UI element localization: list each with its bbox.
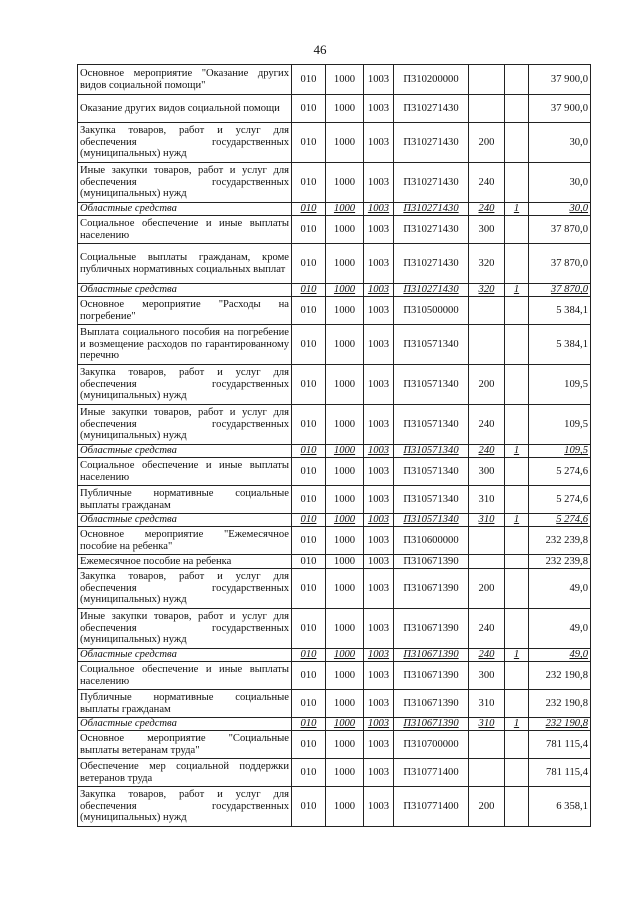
row-name: Социальное обеспечение и иные выплаты населению xyxy=(78,216,292,244)
row-name: Закупка товаров, работ и услуг для обеспечения государственных (муниципальных) нужд xyxy=(78,569,292,609)
row-subsection: 1003 xyxy=(364,731,394,759)
row-target-article: П310271430 xyxy=(394,244,469,284)
table-row xyxy=(78,514,591,527)
row-amount: 37 870,0 xyxy=(529,284,591,297)
row-grbs: 010 xyxy=(292,514,326,527)
row-grbs: 010 xyxy=(292,163,326,203)
row-expense-type: 200 xyxy=(469,787,505,827)
row-grbs: 010 xyxy=(292,244,326,284)
row-funding-source xyxy=(505,365,529,405)
row-grbs: 010 xyxy=(292,405,326,445)
row-funding-source xyxy=(505,731,529,759)
table-row xyxy=(78,297,591,325)
row-funding-source: 1 xyxy=(505,203,529,216)
row-section: 1000 xyxy=(326,609,364,649)
budget-table xyxy=(77,64,591,827)
row-target-article: П310571340 xyxy=(394,365,469,405)
row-subsection: 1003 xyxy=(364,284,394,297)
row-amount: 109,5 xyxy=(529,365,591,405)
row-amount: 232 190,8 xyxy=(529,662,591,690)
row-subsection: 1003 xyxy=(364,216,394,244)
row-name: Социальные выплаты гражданам, кроме публичных нормативных социальных выплат xyxy=(78,244,292,284)
row-expense-type: 320 xyxy=(469,244,505,284)
row-funding-source xyxy=(505,486,529,514)
row-section: 1000 xyxy=(326,123,364,163)
row-name: Закупка товаров, работ и услуг для обеспечения государственных (муниципальных) нужд xyxy=(78,123,292,163)
row-section: 1000 xyxy=(326,569,364,609)
row-name: Иные закупки товаров, работ и услуг для обеспечения государственных (муниципальных) нужд xyxy=(78,405,292,445)
row-amount: 49,0 xyxy=(529,649,591,662)
row-name: Закупка товаров, работ и услуг для обеспечения государственных (муниципальных) нужд xyxy=(78,787,292,827)
row-expense-type: 310 xyxy=(469,718,505,731)
row-amount: 30,0 xyxy=(529,123,591,163)
row-expense-type xyxy=(469,759,505,787)
table-row xyxy=(78,787,591,827)
row-expense-type: 200 xyxy=(469,365,505,405)
row-target-article: П310571340 xyxy=(394,405,469,445)
row-name: Социальное обеспечение и иные выплаты населению xyxy=(78,458,292,486)
row-subsection: 1003 xyxy=(364,445,394,458)
row-funding-source xyxy=(505,123,529,163)
row-target-article: П310600000 xyxy=(394,527,469,555)
row-subsection: 1003 xyxy=(364,514,394,527)
row-target-article: П310571340 xyxy=(394,514,469,527)
row-name: Областные средства xyxy=(78,203,292,216)
row-section: 1000 xyxy=(326,486,364,514)
row-amount: 5 274,6 xyxy=(529,486,591,514)
row-section: 1000 xyxy=(326,514,364,527)
row-section: 1000 xyxy=(326,163,364,203)
row-section: 1000 xyxy=(326,405,364,445)
row-subsection: 1003 xyxy=(364,486,394,514)
table-row xyxy=(78,216,591,244)
row-section: 1000 xyxy=(326,284,364,297)
row-name: Обеспечение мер социальной поддержки ветеранов труда xyxy=(78,759,292,787)
table-row xyxy=(78,445,591,458)
row-expense-type: 240 xyxy=(469,445,505,458)
row-section: 1000 xyxy=(326,65,364,95)
row-target-article: П310500000 xyxy=(394,297,469,325)
row-target-article: П310200000 xyxy=(394,65,469,95)
row-expense-type: 240 xyxy=(469,609,505,649)
row-expense-type: 300 xyxy=(469,662,505,690)
table-row xyxy=(78,486,591,514)
table-row xyxy=(78,527,591,555)
row-target-article: П310271430 xyxy=(394,284,469,297)
row-funding-source: 1 xyxy=(505,445,529,458)
row-amount: 37 870,0 xyxy=(529,244,591,284)
row-name: Публичные нормативные социальные выплаты гражданам xyxy=(78,486,292,514)
row-grbs: 010 xyxy=(292,216,326,244)
row-section: 1000 xyxy=(326,216,364,244)
row-target-article: П310271430 xyxy=(394,203,469,216)
row-expense-type: 240 xyxy=(469,649,505,662)
row-section: 1000 xyxy=(326,555,364,569)
row-section: 1000 xyxy=(326,787,364,827)
row-amount: 6 358,1 xyxy=(529,787,591,827)
row-expense-type: 300 xyxy=(469,216,505,244)
row-expense-type xyxy=(469,297,505,325)
row-target-article: П310271430 xyxy=(394,123,469,163)
row-expense-type xyxy=(469,65,505,95)
row-name: Основное мероприятие "Ежемесячное пособие на ребенка" xyxy=(78,527,292,555)
row-subsection: 1003 xyxy=(364,65,394,95)
row-subsection: 1003 xyxy=(364,95,394,123)
row-target-article: П310571340 xyxy=(394,325,469,365)
row-amount: 37 900,0 xyxy=(529,95,591,123)
row-section: 1000 xyxy=(326,458,364,486)
row-subsection: 1003 xyxy=(364,203,394,216)
row-funding-source xyxy=(505,662,529,690)
row-grbs: 010 xyxy=(292,123,326,163)
row-name: Основное мероприятие "Социальные выплаты ветеранам труда" xyxy=(78,731,292,759)
row-funding-source xyxy=(505,609,529,649)
row-name: Областные средства xyxy=(78,718,292,731)
row-name: Иные закупки товаров, работ и услуг для обеспечения государственных (муниципальных) нужд xyxy=(78,163,292,203)
row-grbs: 010 xyxy=(292,297,326,325)
row-name: Основное мероприятие "Расходы на погребение" xyxy=(78,297,292,325)
table-row xyxy=(78,555,591,569)
table-body xyxy=(78,65,591,827)
row-section: 1000 xyxy=(326,718,364,731)
row-grbs: 010 xyxy=(292,445,326,458)
table-row xyxy=(78,649,591,662)
row-subsection: 1003 xyxy=(364,662,394,690)
row-grbs: 010 xyxy=(292,609,326,649)
row-funding-source xyxy=(505,216,529,244)
row-section: 1000 xyxy=(326,203,364,216)
row-grbs: 010 xyxy=(292,555,326,569)
row-section: 1000 xyxy=(326,244,364,284)
row-target-article: П310271430 xyxy=(394,163,469,203)
table-row xyxy=(78,244,591,284)
row-funding-source xyxy=(505,297,529,325)
row-amount: 109,5 xyxy=(529,405,591,445)
row-subsection: 1003 xyxy=(364,365,394,405)
row-target-article: П310271430 xyxy=(394,216,469,244)
table-row xyxy=(78,662,591,690)
table-row xyxy=(78,718,591,731)
row-grbs: 010 xyxy=(292,569,326,609)
table-row xyxy=(78,163,591,203)
row-amount: 37 870,0 xyxy=(529,216,591,244)
row-section: 1000 xyxy=(326,527,364,555)
row-name: Иные закупки товаров, работ и услуг для обеспечения государственных (муниципальных) нужд xyxy=(78,609,292,649)
row-name: Областные средства xyxy=(78,445,292,458)
row-amount: 5 384,1 xyxy=(529,325,591,365)
row-expense-type: 310 xyxy=(469,690,505,718)
row-funding-source xyxy=(505,244,529,284)
row-funding-source xyxy=(505,65,529,95)
row-target-article: П310671390 xyxy=(394,662,469,690)
row-name: Областные средства xyxy=(78,649,292,662)
row-target-article: П310571340 xyxy=(394,458,469,486)
table-row xyxy=(78,569,591,609)
row-amount: 37 900,0 xyxy=(529,65,591,95)
row-grbs: 010 xyxy=(292,203,326,216)
table-row xyxy=(78,65,591,95)
table-row xyxy=(78,731,591,759)
row-subsection: 1003 xyxy=(364,123,394,163)
row-target-article: П310671390 xyxy=(394,555,469,569)
row-section: 1000 xyxy=(326,759,364,787)
row-section: 1000 xyxy=(326,649,364,662)
row-target-article: П310671390 xyxy=(394,569,469,609)
row-grbs: 010 xyxy=(292,65,326,95)
row-expense-type: 300 xyxy=(469,458,505,486)
row-name: Закупка товаров, работ и услуг для обеспечения государственных (муниципальных) нужд xyxy=(78,365,292,405)
row-grbs: 010 xyxy=(292,718,326,731)
row-grbs: 010 xyxy=(292,486,326,514)
row-amount: 5 384,1 xyxy=(529,297,591,325)
row-section: 1000 xyxy=(326,297,364,325)
row-section: 1000 xyxy=(326,445,364,458)
row-expense-type xyxy=(469,95,505,123)
table-row xyxy=(78,690,591,718)
row-section: 1000 xyxy=(326,95,364,123)
row-funding-source xyxy=(505,555,529,569)
row-amount: 109,5 xyxy=(529,445,591,458)
row-name: Ежемесячное пособие на ребенка xyxy=(78,555,292,569)
row-subsection: 1003 xyxy=(364,405,394,445)
row-subsection: 1003 xyxy=(364,244,394,284)
row-target-article: П310671390 xyxy=(394,649,469,662)
row-funding-source xyxy=(505,787,529,827)
row-expense-type: 240 xyxy=(469,405,505,445)
table-row xyxy=(78,609,591,649)
row-grbs: 010 xyxy=(292,787,326,827)
row-section: 1000 xyxy=(326,365,364,405)
row-funding-source: 1 xyxy=(505,514,529,527)
row-name: Социальное обеспечение и иные выплаты населению xyxy=(78,662,292,690)
row-expense-type: 240 xyxy=(469,203,505,216)
row-funding-source xyxy=(505,527,529,555)
row-target-article: П310671390 xyxy=(394,609,469,649)
row-expense-type: 200 xyxy=(469,123,505,163)
row-name: Областные средства xyxy=(78,284,292,297)
row-funding-source xyxy=(505,405,529,445)
row-subsection: 1003 xyxy=(364,527,394,555)
row-section: 1000 xyxy=(326,690,364,718)
table-row xyxy=(78,405,591,445)
row-name: Областные средства xyxy=(78,514,292,527)
row-grbs: 010 xyxy=(292,527,326,555)
row-subsection: 1003 xyxy=(364,325,394,365)
row-section: 1000 xyxy=(326,731,364,759)
table-row xyxy=(78,759,591,787)
row-target-article: П310771400 xyxy=(394,787,469,827)
row-target-article: П310571340 xyxy=(394,445,469,458)
row-amount: 49,0 xyxy=(529,609,591,649)
row-expense-type: 310 xyxy=(469,486,505,514)
row-name: Основное мероприятие "Оказание других видов социальной помощи" xyxy=(78,65,292,95)
row-funding-source: 1 xyxy=(505,718,529,731)
table-row xyxy=(78,365,591,405)
row-subsection: 1003 xyxy=(364,555,394,569)
row-target-article: П310571340 xyxy=(394,486,469,514)
row-grbs: 010 xyxy=(292,731,326,759)
row-funding-source xyxy=(505,163,529,203)
row-funding-source xyxy=(505,325,529,365)
row-subsection: 1003 xyxy=(364,609,394,649)
table-row xyxy=(78,123,591,163)
row-grbs: 010 xyxy=(292,649,326,662)
row-target-article: П310671390 xyxy=(394,690,469,718)
row-grbs: 010 xyxy=(292,690,326,718)
row-expense-type: 310 xyxy=(469,514,505,527)
row-grbs: 010 xyxy=(292,325,326,365)
row-name: Оказание других видов социальной помощи xyxy=(78,95,292,123)
row-subsection: 1003 xyxy=(364,787,394,827)
row-subsection: 1003 xyxy=(364,163,394,203)
row-subsection: 1003 xyxy=(364,297,394,325)
table-row xyxy=(78,203,591,216)
row-section: 1000 xyxy=(326,662,364,690)
row-grbs: 010 xyxy=(292,662,326,690)
row-amount: 232 190,8 xyxy=(529,718,591,731)
row-funding-source: 1 xyxy=(505,284,529,297)
row-amount: 30,0 xyxy=(529,203,591,216)
row-grbs: 010 xyxy=(292,95,326,123)
row-grbs: 010 xyxy=(292,458,326,486)
table-row xyxy=(78,325,591,365)
row-target-article: П310700000 xyxy=(394,731,469,759)
row-subsection: 1003 xyxy=(364,759,394,787)
row-amount: 232 190,8 xyxy=(529,690,591,718)
row-grbs: 010 xyxy=(292,284,326,297)
row-subsection: 1003 xyxy=(364,718,394,731)
page-number: 46 xyxy=(313,42,327,57)
row-funding-source: 1 xyxy=(505,649,529,662)
row-grbs: 010 xyxy=(292,365,326,405)
row-amount: 232 239,8 xyxy=(529,555,591,569)
row-target-article: П310271430 xyxy=(394,95,469,123)
row-funding-source xyxy=(505,458,529,486)
table-row xyxy=(78,458,591,486)
row-grbs: 010 xyxy=(292,759,326,787)
row-subsection: 1003 xyxy=(364,569,394,609)
row-name: Выплата социального пособия на погребение и возмещение расходов по гарантированному перечню xyxy=(78,325,292,365)
row-subsection: 1003 xyxy=(364,649,394,662)
row-funding-source xyxy=(505,569,529,609)
row-target-article: П310671390 xyxy=(394,718,469,731)
row-amount: 49,0 xyxy=(529,569,591,609)
row-section: 1000 xyxy=(326,325,364,365)
row-expense-type: 200 xyxy=(469,569,505,609)
row-funding-source xyxy=(505,690,529,718)
row-amount: 5 274,6 xyxy=(529,458,591,486)
row-expense-type xyxy=(469,731,505,759)
row-funding-source xyxy=(505,95,529,123)
row-expense-type xyxy=(469,325,505,365)
row-expense-type: 240 xyxy=(469,163,505,203)
row-target-article: П310771400 xyxy=(394,759,469,787)
row-amount: 781 115,4 xyxy=(529,731,591,759)
row-funding-source xyxy=(505,759,529,787)
row-amount: 232 239,8 xyxy=(529,527,591,555)
table-row xyxy=(78,284,591,297)
row-amount: 5 274,6 xyxy=(529,514,591,527)
row-amount: 781 115,4 xyxy=(529,759,591,787)
row-expense-type xyxy=(469,527,505,555)
row-subsection: 1003 xyxy=(364,690,394,718)
row-subsection: 1003 xyxy=(364,458,394,486)
row-expense-type: 320 xyxy=(469,284,505,297)
table-row xyxy=(78,95,591,123)
row-expense-type xyxy=(469,555,505,569)
row-amount: 30,0 xyxy=(529,163,591,203)
row-name: Публичные нормативные социальные выплаты гражданам xyxy=(78,690,292,718)
